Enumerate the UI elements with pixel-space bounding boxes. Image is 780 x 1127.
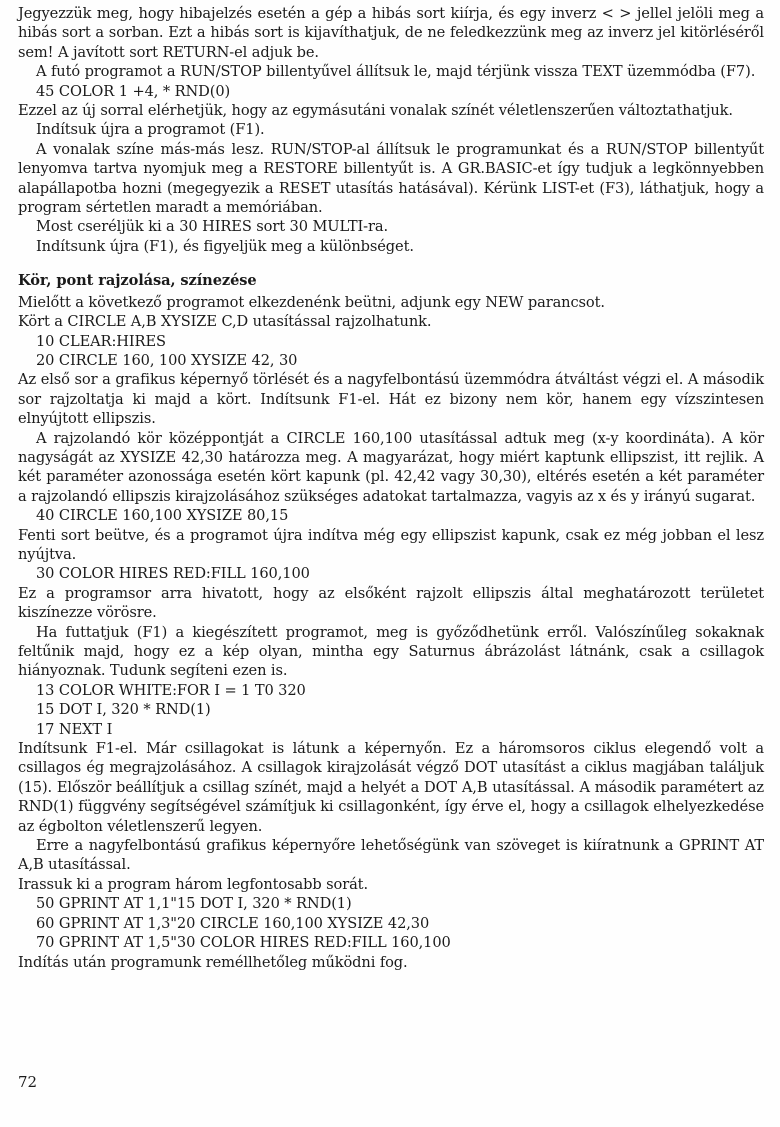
paragraph-indented: A futó programot a RUN/STOP billentyűvel állítsuk le, majd térjünk vissza TEXT üzemmódba (F7). <box>36 63 756 81</box>
paragraph: Irassuk ki a program három legfontosabb sorát. <box>18 875 368 893</box>
code-line: 60 GPRINT AT 1,3"20 CIRCLE 160,100 XYSIZE 42,30 <box>36 914 430 932</box>
code-line: 20 CIRCLE 160, 100 XYSIZE 42, 30 <box>36 351 298 369</box>
code-line: 50 GPRINT AT 1,1"15 DOT I, 320 * RND(1) <box>36 895 352 913</box>
paragraph: Indítsunk F1-el. Már csillagokat is látunk a képernyőn. Ez a háromsoros ciklus elegendő volt a csillagos ég megrajzolásához. A csillagok kirajzolását végző DOT utasítást a ciklus magjában találjuk (15). Először beállítjuk a csillag színét, majd a helyét a DOT A,B utasítással. A második paramétert az RND(1) függvény segítségével számítjuk ki csillagonként, így érve el, hogy a csillagok elhelyezkedése az égbolton véletlenszerű legyen. <box>18 740 764 835</box>
code-line: 17 NEXT I <box>36 720 113 738</box>
code-line: 15 DOT I, 320 * RND(1) <box>36 701 211 719</box>
paragraph-indented: Ha futtatjuk (F1) a kiegészített programot, meg is győződhetünk erről. Valószínűleg sokaknak feltűnik majd, hogy ez a kép olyan, mintha egy Saturnus ábrázolást látnánk, csak a csillagok hiányoznak. Tudunk segíteni ezen is. <box>18 623 764 680</box>
page-content <box>18 4 764 972</box>
paragraph: Fenti sort beütve, és a programot újra indítva még egy ellipszist kapunk, csak ez még jobban el lesz nyújtva. <box>18 526 764 563</box>
paragraph: Ezzel az új sorral elérhetjük, hogy az egymásutáni vonalak színét véletlenszerűen változtathatjuk. <box>18 102 733 120</box>
paragraph: Kört a CIRCLE A,B XYSIZE C,D utasítással rajzolhatunk. <box>18 313 432 331</box>
code-line: 13 COLOR WHITE:FOR I = 1 T0 320 <box>36 681 306 699</box>
paragraph: Indítás után programunk reméllhetőleg működni fog. <box>18 953 408 971</box>
paragraph-indented: A rajzolandó kör középpontját a CIRCLE 160,100 utasítással adtuk meg (x-y koordináta). A kör nagyságát az XYSIZE 42,30 határozza meg. A magyarázat, hogy miért kaptunk ellipszist, itt rejlik. A két paraméter azonossága esetén kört kapunk (pl. 42,42 vagy 30,30), eltérés esetén a két paraméter a rajzolandó ellipszis kirajzolásához szükséges adatokat tartalmazza, vagyis az x és y irányú sugarat. <box>18 429 764 505</box>
code-line: 45 COLOR 1 +4, * RND(0) <box>36 82 231 100</box>
code-line: 10 CLEAR:HIRES <box>36 332 166 350</box>
code-line: 70 GPRINT AT 1,5"30 COLOR HIRES RED:FILL 160,100 <box>36 934 451 952</box>
paragraph: Mielőtt a következő programot elkezdenénk beütni, adjunk egy NEW parancsot. <box>18 293 605 311</box>
paragraph-indented: A vonalak színe más-más lesz. RUN/STOP-al állítsuk le programunkat és a RUN/STOP billentyűt lenyomva tartva nyomjuk meg a RESTORE billentyűt is. A GR.BASIC-et így tudjuk a legkönnyebben alapállapotba hozni (megegyezik a RESET utasítás hatásával). Kérünk LIST-et (F3), láthatjuk, hogy a program sértetlen maradt a memóriában. <box>18 140 764 217</box>
paragraph-indented: Indítsunk újra (F1), és figyeljük meg a különbséget. <box>36 237 414 255</box>
paragraph-indented: Indítsuk újra a programot (F1). <box>36 121 265 139</box>
code-line: 40 CIRCLE 160,100 XYSIZE 80,15 <box>36 507 289 525</box>
paragraph-indented: Most cseréljük ki a 30 HIRES sort 30 MULTI-ra. <box>36 218 389 236</box>
code-line: 30 COLOR HIRES RED:FILL 160,100 <box>36 565 310 583</box>
page-number: 72 <box>18 1073 38 1091</box>
section-heading: Kör, pont rajzolása, színezése <box>18 272 257 290</box>
paragraph: Jegyezzük meg, hogy hibajelzés esetén a gép a hibás sort kiírja, és egy inverz < > jellel jelöli meg a hibás sort a sorban. Ezt a hibás sort is kijavíthatjuk, de ne feledkezzünk meg az inverz jel kitörléséről sem! A javított sort RETURN-el adjuk be. <box>18 5 764 61</box>
paragraph: Az első sor a grafikus képernyő törlését és a nagyfelbontású üzemmódra átváltást végzi el. A második sor rajzoltatja ki majd a kört. Indítsunk F1-el. Hát ez bizony nem kör, hanem egy vízszintesen elnyújtott ellipszis. <box>18 371 764 428</box>
paragraph: Ez a programsor arra hivatott, hogy az elsőként rajzolt ellipszis által meghatározott területet kiszínezze vörösre. <box>18 584 764 622</box>
paragraph-indented: Erre a nagyfelbontású grafikus képernyőre lehetőségünk van szöveget is kiíratnunk a GPRINT AT A,B utasítással. <box>18 837 764 874</box>
